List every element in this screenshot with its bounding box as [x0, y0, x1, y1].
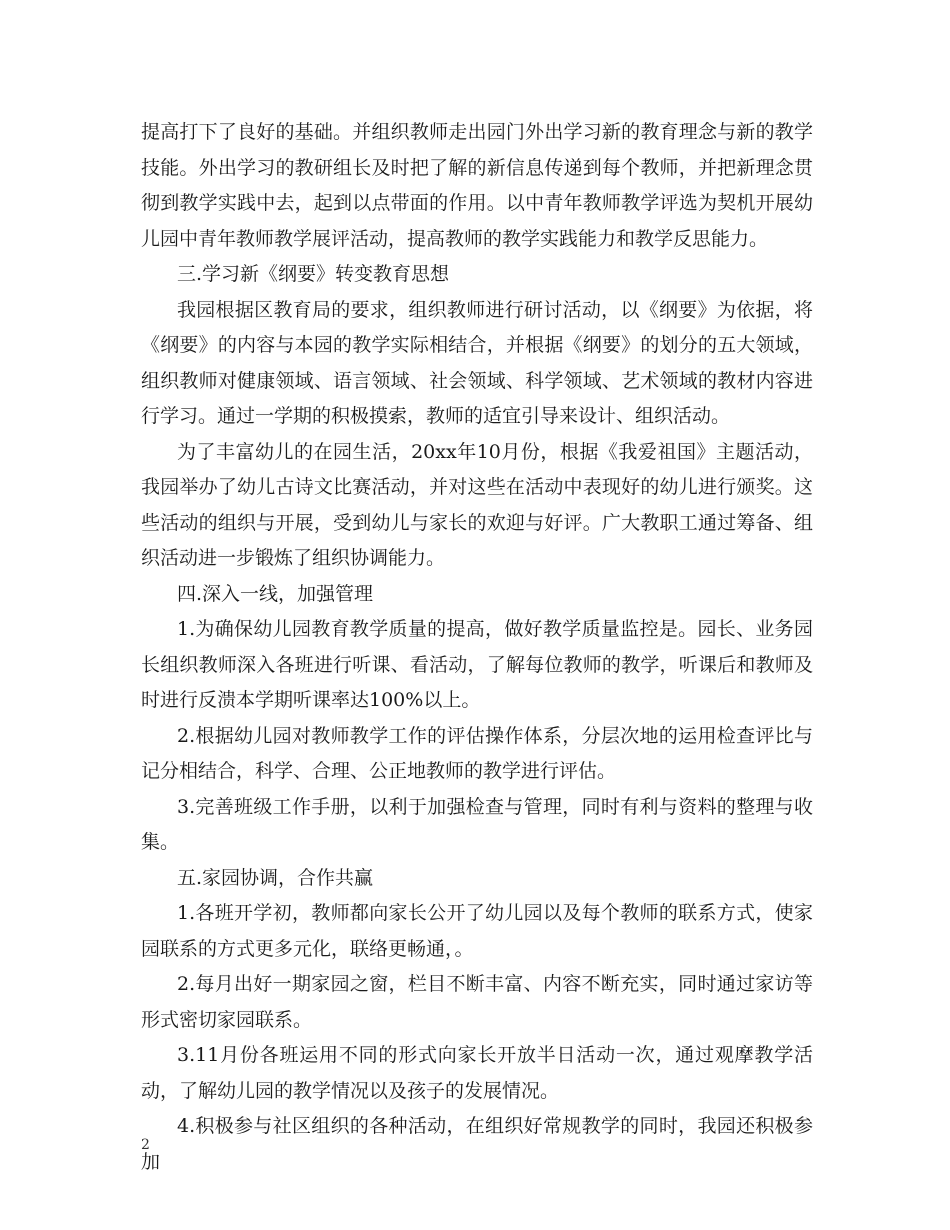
list-item: 1.为确保幼儿园教育教学质量的提高，做好教学质量监控是。园长、业务园长组织教师深入各班进行听课、看活动，了解每位教师的教学，听课后和教师及时进行反溃本学期听课率达100%以上。: [141, 618, 813, 711]
paragraph: 我园根据区教育局的要求，组织教师进行研讨活动，以《纲要》为依据，将《纲要》的内容与本园的教学实际相结合，并根据《纲要》的划分的五大领域，组织教师对健康领域、语言领域、社会领域、科学领域、艺术领域的教材内容进行学习。通过一学期的积极摸索，教师的适宜引导来设计、组织活动。: [141, 298, 813, 427]
list-item: 2.根据幼儿园对教师教学工作的评估操作体系，分层次地的运用检查评比与记分相结合，科学、合理、公正地教师的教学进行评估。: [141, 724, 813, 782]
paragraph: 为了丰富幼儿的在园生活，20xx年10月份，根据《我爱祖国》主题活动，我园举办了幼儿古诗文比赛活动，并对这些在活动中表现好的幼儿进行颁奖。这些活动的组织与开展，受到幼儿与家长的欢迎与好评。广大教职工通过筹备、组织活动进一步锻炼了组织协调能力。: [141, 440, 813, 569]
paragraph: 提高打下了良好的基础。并组织教师走出园门外出学习新的教育理念与新的教学技能。外出学习的教研组长及时把了解的新信息传递到每个教师，并把新理念贯彻到教学实践中去，起到以点带面的作用。以中青年教师教学评选为契机开展幼儿园中青年教师教学展评活动，提高教师的教学实践能力和教学反思能力。: [141, 121, 813, 250]
list-item: 2.每月出好一期家园之窗，栏目不断丰富、内容不断充实，同时通过家访等形式密切家园联系。: [141, 973, 813, 1031]
list-item: 4.积极参与社区组织的各种活动，在组织好常规教学的同时，我园还积极参加: [141, 1115, 813, 1173]
section-heading: 四.深入一线，加强管理: [177, 582, 374, 605]
list-item: 1.各班开学初，教师都向家长公开了幼儿园以及每个教师的联系方式，使家园联系的方式更多元化，联络更畅通，。: [141, 902, 813, 960]
document-body: [141, 115, 813, 1180]
list-item: 3.11月份各班运用不同的形式向家长开放半日活动一次，通过观摩教学活动，了解幼儿园的教学情况以及孩子的发展情况。: [141, 1044, 813, 1102]
section-heading: 五.家园协调，合作共赢: [177, 866, 374, 889]
list-item: 3.完善班级工作手册，以利于加强检查与管理，同时有利与资料的整理与收集。: [141, 795, 813, 853]
page-number: 2: [141, 1137, 150, 1153]
section-heading: 三.学习新《纲要》转变教育思想: [177, 263, 450, 285]
